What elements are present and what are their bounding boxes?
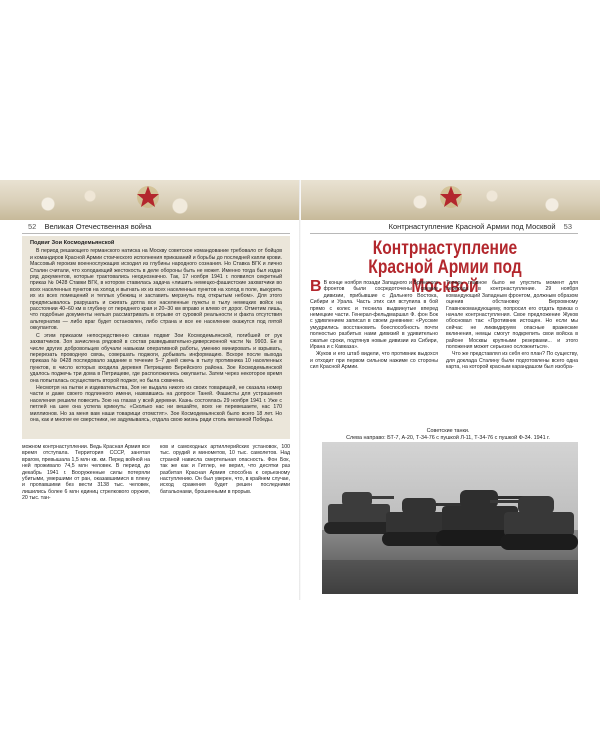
body-paragraph: Теперь главное было не упустить момент для перехода в контрнаступление. 29 ноября командующий Западным фронтом, должным образом оценив обстановку Верховному Главнокомандующему, попросил его отдать приказ о начале контрнаступления. Свое предложение Жуков обосновал так: «Противник истощен. Но если мы сейчас не ликвидируем опасные вражеские вклинения, немцы смогут подкрепить свои войска в районе Москвы крупными резервами... и этого положения может серьезно осложниться». — [446, 280, 578, 351]
inset-box — [22, 236, 290, 439]
headline-line-1: Контрнаступление — [372, 238, 518, 259]
left-running-header — [22, 221, 290, 234]
inset-paragraph: В период решающего германского натиска на Москву советское командование требовало от бойцов и командиров Красной Армии стоического исполнения приказаний и борьбы до последней капли крови. Массовый героизм военнослужащих исходил из глубины народного сознания. Но Ставка ВГК и лично Сталин считали, что холодающий жестокость в деле обороны быть не может. Именно тогда был издан ряд документов, которые трактовались неоднозначно. Так, 17 ноября 1941 г. появился секретный приказ № 0428 Ставки ВГК, в котором ставилась задача «лишить немецко-фашистские захватчики во всех населенных пунктов на холод и выгнать их из всех населенных пунктов на холод в поле, выкурить их из всех помещений и теплых убежищ и заставить мерзнуть под открытым небом». Для этого предписывалось разрушать и сжигать дотла все населенные пункты в тылу немецких войск на расстоянии 40–60 км в глубину от переднего края и 20–30 км вправо и влево от дорог. Отметим лишь, что подобные документы нельзя рассматривать в отрыве от суровой реальности и факта отсутствия альтернатив — либо враг будет остановлен, либо страна и все ее население окажутся под пятой оккупантов. — [30, 248, 282, 332]
right-column-1 — [310, 280, 438, 372]
left-column-2 — [160, 444, 290, 496]
photo-caption — [328, 428, 568, 441]
soviet-star-emblem-icon — [135, 184, 161, 210]
caption-title: Советские танки. — [426, 428, 470, 434]
inset-paragraph: С этим приказом непосредственно связан подвиг Зои Космодемьянской, погибшей от рук захватчиков. Зоя зачислена рядовой в состав разведывательно-диверсионной части № 9903. Ее в числе других добровольцев обучали навыкам оперативной работы, умению минировать и взрывать, перерезать проводную связь, совершать поджоги, добывать информацию. Вскоре после выхода приказа № 0428 последовало задание в течение 5–7 дней сжечь в тылу противника 10 населенных пунктов, в число которых входила деревня Петрищево Верейского района. Зое Космодемьянской удалось поджечь три дома в Петрищеве, где расположились оккупанты. Затем через некоторое время она попыталась осуществить второй поджог, но была схвачена. — [30, 332, 282, 384]
right-running-title: Контрнаступление Красной Армии под Москвой — [388, 222, 556, 231]
left-column-1 — [22, 444, 150, 503]
soviet-star-emblem-icon — [438, 184, 464, 210]
left-running-title: Великая Отечественная война — [44, 222, 152, 231]
right-page-number: 53 — [563, 222, 572, 231]
body-paragraph: Жуков и его штаб видели, что противник выдохся и отходит при первом сильном нажиме со стороны сил Красной Армии. — [310, 351, 438, 371]
body-paragraph: можном контрнаступлении. Ведь Красная Армия все время отступала. Территория СССР, занятая врагом, превышала 1,5 млн кв. км. Перед войной на ней проживало 74,5 млн человек. В период до декабрь 1941 г. Вооруженные силы потеряли убитыми, умершими от ран, оказавшимися в плену и пропавшими без вести 3138 тыс. человек, лишились более 6 млн единиц стрелкового оружия, 20 тыс. тан- — [22, 444, 150, 502]
inset-title: Подвиг Зои Космодемьянской — [30, 240, 115, 246]
body-paragraph — [310, 280, 438, 350]
body-paragraph: ков и самоходных артиллерийских установок, 100 тыс. орудий и минометов, 10 тыс. самолетов. Над страной нависла смертельная опасность. Фон Бок, так же как и Гитлер, не верил, что десятки раз разбитая Красная Армия способна к серьезному наступлению. Он был уверен, что, в крайнем случае, исход сражения будет решен последними батальонами, брошенными в прорыв. — [160, 444, 290, 495]
inset-paragraph: Несмотря на пытки и издевательства, Зоя не выдала никого из своих товарищей, не сказала номер части и даже своего подлинного имени, назвавшись на допросе Таней. Фашисты для устрашения населения решили повесить Зою на глазах у всей деревни. Казнь состоялась 29 ноября 1941 г. Уже с петлей на шее она успела крикнуть: «Сколько нас ни вешайте, всех не перевешаете, нас 170 миллионов. Но за меня вам наши товарищи отомстят». Зое Космодемьянской было всего 18 лет. Но она, как и многие ее сверстники, не задумываясь, отдала свою жизнь ради столь желанной Победы. — [30, 384, 282, 423]
inset-text — [30, 240, 282, 424]
body-paragraph: Что же представлял из себя его план? По существу, для доклада Сталину были подготовлены всего одна карта, на которой красным карандашом был изобра- — [446, 351, 578, 371]
left-page-number: 52 — [28, 222, 37, 231]
right-running-header — [310, 221, 578, 234]
right-column-2 — [446, 280, 578, 372]
tanks-photo — [322, 442, 578, 594]
caption-text: Слева направо: БТ-7, А-20, Т-34-76 с пушкой Л-11, Т-34-76 с пушкой Ф-34. 1941 г. — [346, 434, 550, 441]
lead-paragraph-text: В конце ноября позади Западного и Брянского фронтов были сосредоточены свежие дивизии, прибывшие с Дальнего Востока, Сибири и Урала. Часть этих сил вступила в бой прямо с колес и теснила выдвинутые вперед немецкие части. Генерал-фельдмаршал Ф. фон Бок с удивлением записал в своем дневнике: «Русские умудрились восстановить боеспособность почти полностью разбитых нами дивизий в удивительно сжатые сроки, подтянув новые дивизии из Сибири, Ирана и с Кавказа». — [310, 280, 438, 351]
headline-line-2: Красной Армии под Москвой — [368, 257, 522, 297]
page-gutter — [299, 180, 301, 600]
drop-cap: В — [310, 278, 322, 295]
